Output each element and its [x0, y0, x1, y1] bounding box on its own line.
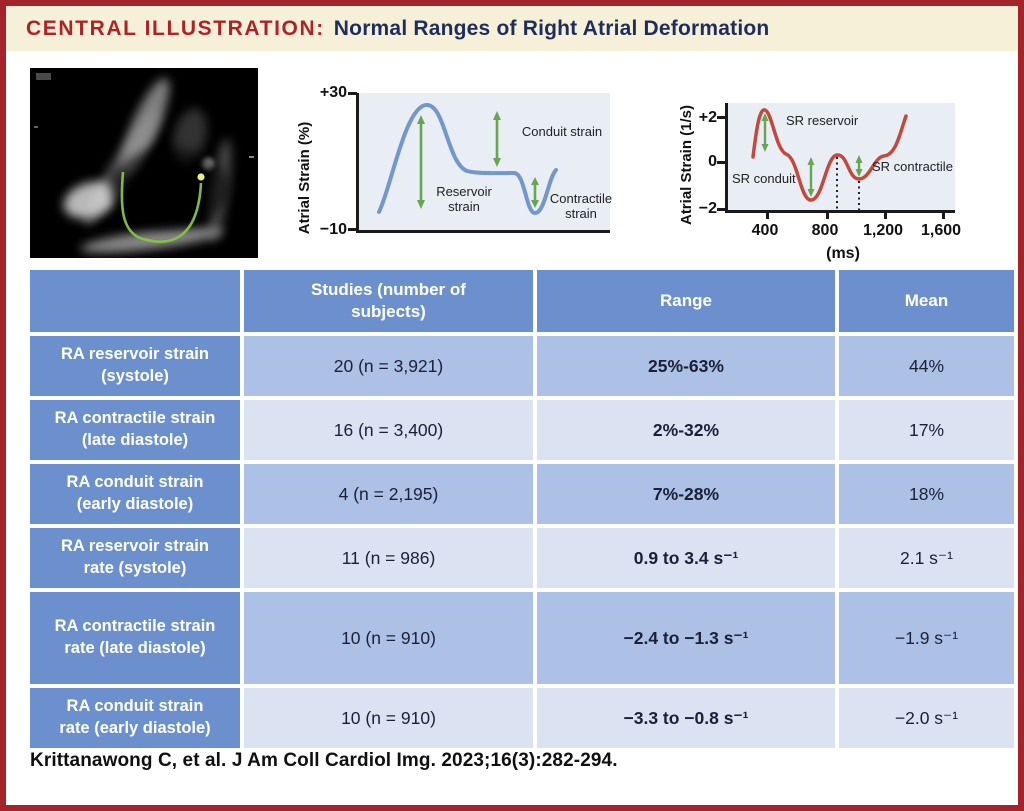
y-axis-tick	[348, 92, 357, 95]
x-axis-tick	[884, 212, 887, 219]
y-axis-tick	[717, 161, 726, 164]
strain-rate-xtick-400: 400	[751, 222, 779, 239]
cell-studies: 10 (n = 910)	[244, 688, 533, 748]
figure-kicker: CENTRAL ILLUSTRATION:	[26, 16, 325, 40]
cell-mean: 44%	[839, 336, 1014, 396]
figure-title-bar	[6, 6, 1018, 51]
table-header-blank	[30, 270, 240, 332]
row-label-conduit-strain: RA conduit strain (early diastole)	[30, 464, 240, 524]
cell-studies: 16 (n = 3,400)	[244, 400, 533, 460]
reservoir-strain-arrow	[417, 115, 425, 209]
conduit-strain-label: Conduit strain	[521, 124, 603, 139]
cell-mean: 2.1 s⁻¹	[839, 528, 1014, 588]
strain-chart-ytick-bottom: −10	[319, 221, 347, 238]
x-axis-tick	[766, 212, 769, 219]
strain-chart-y-axis-label: Atrial Strain (%)	[296, 121, 313, 235]
cell-studies: 20 (n = 3,921)	[244, 336, 533, 396]
row-label-contractile-strain: RA contractile strain (late diastole)	[30, 400, 240, 460]
cell-mean: −2.0 s⁻¹	[839, 688, 1014, 748]
x-axis-tick	[826, 212, 829, 219]
strain-rate-ytick-plus2: +2	[698, 109, 717, 126]
strain-rate-plot-area	[725, 103, 955, 213]
cell-studies: 11 (n = 986)	[244, 528, 533, 588]
strain-rate-xtick-1600: 1,600	[920, 222, 962, 239]
x-axis-tick	[942, 212, 945, 219]
echocardiogram-image	[30, 68, 258, 258]
normal-ranges-table	[30, 270, 1014, 748]
strain-rate-xtick-800: 800	[811, 222, 839, 239]
y-axis-tick	[717, 116, 726, 119]
sr-contractile-label: SR contractile	[872, 159, 953, 174]
row-label-conduit-strain-rate: RA conduit strain rate (early diastole)	[30, 688, 240, 748]
strain-chart-ytick-top: +30	[319, 84, 347, 101]
cell-studies: 10 (n = 910)	[244, 592, 533, 684]
cell-range: 2%-32%	[537, 400, 835, 460]
cell-range: 25%-63%	[537, 336, 835, 396]
contractile-strain-label: Contractile strain	[549, 191, 613, 221]
cell-mean: 17%	[839, 400, 1014, 460]
table-header-mean: Mean	[839, 270, 1014, 332]
strain-rate-x-axis-label: (ms)	[826, 245, 860, 262]
cell-studies: 4 (n = 2,195)	[244, 464, 533, 524]
cell-range: −3.3 to −0.8 s⁻¹	[537, 688, 835, 748]
strain-rate-ytick-minus2: −2	[698, 200, 717, 217]
cell-mean: −1.9 s⁻¹	[839, 592, 1014, 684]
sr-conduit-label: SR conduit	[732, 171, 796, 186]
cell-mean: 18%	[839, 464, 1014, 524]
strain-rate-ytick-zero: 0	[708, 153, 717, 170]
row-label-reservoir-strain: RA reservoir strain (systole)	[30, 336, 240, 396]
strain-rate-chart-y-axis-label: Atrial Strain (1/s)	[678, 104, 695, 226]
cell-range: −2.4 to −1.3 s⁻¹	[537, 592, 835, 684]
trace-anchor-dot	[197, 173, 204, 180]
conduit-strain-arrow	[493, 111, 501, 167]
table-header-studies: Studies (number of subjects)	[244, 270, 533, 332]
cell-range: 7%-28%	[537, 464, 835, 524]
reservoir-strain-label: Reservoir strain	[436, 184, 492, 214]
sr-reservoir-arrow	[762, 113, 769, 152]
sr-reservoir-label: SR reservoir	[786, 113, 859, 128]
table-header-range: Range	[537, 270, 835, 332]
row-label-contractile-strain-rate: RA contractile strain rate (late diastole)	[30, 592, 240, 684]
strain-rate-chart	[665, 85, 1021, 275]
sr-contractile-arrow	[856, 155, 863, 177]
strain-chart-plot-area	[356, 93, 613, 233]
row-label-reservoir-strain-rate: RA reservoir strain rate (systole)	[30, 528, 240, 588]
echocardiogram-rendering	[30, 68, 258, 258]
cell-range: 0.9 to 3.4 s⁻¹	[537, 528, 835, 588]
strain-rate-xtick-1200: 1,200	[862, 222, 904, 239]
contractile-strain-arrow	[531, 177, 539, 208]
citation: Krittanawong C, et al. J Am Coll Cardiol Img. 2023;16(3):282-294.	[30, 750, 618, 771]
strain-chart	[285, 80, 615, 265]
y-axis-tick	[717, 208, 726, 211]
figure-title: Normal Ranges of Right Atrial Deformation	[333, 16, 770, 40]
y-axis-tick	[348, 228, 357, 231]
